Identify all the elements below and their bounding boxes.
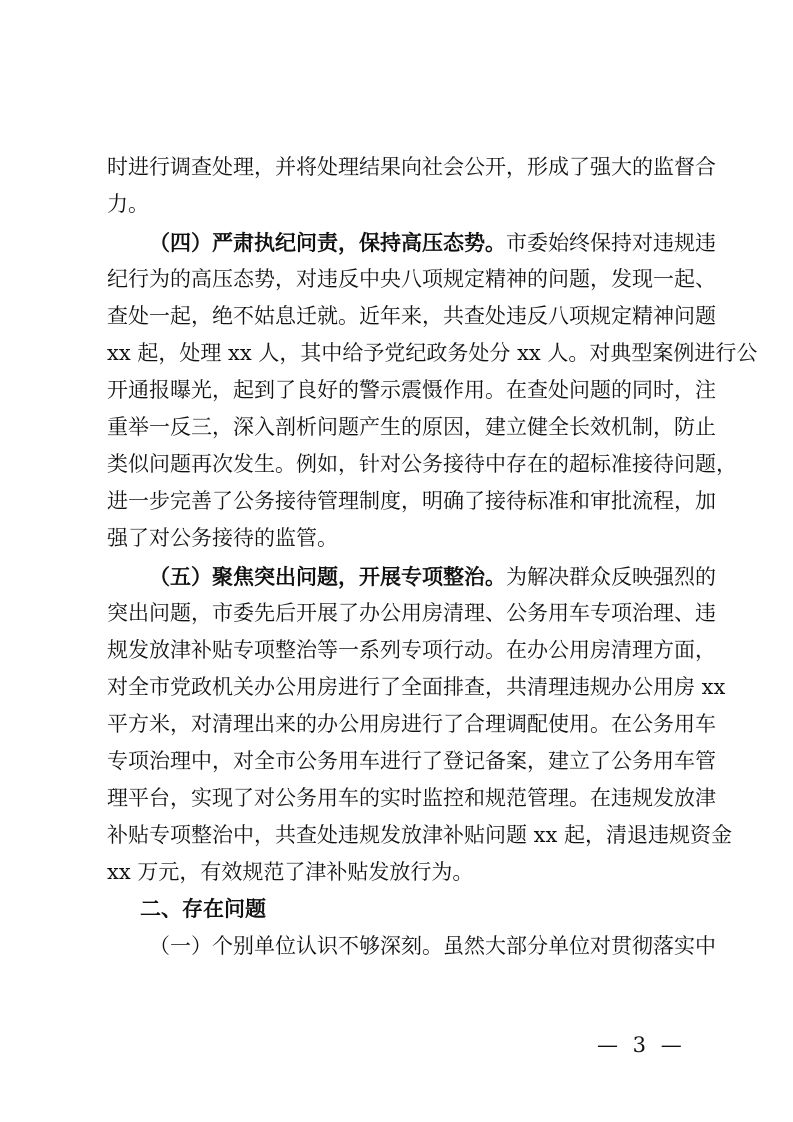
section-5-first-line bbox=[149, 558, 716, 595]
subsection-1-first-line bbox=[149, 928, 716, 965]
text-line: 类似问题再次发生。例如，针对公务接待中存在的超标准接待问题， bbox=[107, 452, 737, 476]
text-line: 力。 bbox=[107, 192, 149, 216]
text-line: xx 起，处理 xx 人，其中给予党纪政务处分 xx 人。对典型案例进行公 bbox=[107, 341, 758, 365]
text-line: 纪行为的高压态势，对违反中央八项规定精神的问题，发现一起、 bbox=[107, 267, 716, 291]
text-line: 突出问题，市委先后开展了办公用房清理、公务用车专项治理、违 bbox=[107, 601, 716, 625]
section-4-first-line bbox=[149, 224, 716, 261]
text-span: 市委始终保持对违规违 bbox=[506, 231, 716, 255]
text-line: 专项治理中，对全市公务用车进行了登记备案，建立了公务用车管 bbox=[107, 749, 716, 773]
text-line: 进一步完善了公务接待管理制度，明确了接待标准和审批流程，加 bbox=[107, 489, 716, 513]
section-heading: 二、存在问题 bbox=[140, 897, 266, 921]
text-line: 理平台，实现了对公务用车的实时监控和规范管理。在违规发放津 bbox=[107, 786, 716, 810]
page-number: — 3 — bbox=[597, 1033, 686, 1057]
text-line: 平方米，对清理出来的办公用房进行了合理调配使用。在公务用车 bbox=[107, 712, 716, 736]
section-5-title: （五）聚焦突出问题，开展专项整治。 bbox=[149, 564, 506, 589]
section-4-title: （四）严肃执纪问责，保持高压态势。 bbox=[149, 230, 506, 255]
subsection-1-title: （一）个别单位认识不够深刻。 bbox=[149, 934, 443, 958]
text-line: 开通报曝光，起到了良好的警示震慑作用。在查处问题的同时，注 bbox=[107, 378, 716, 402]
text-line: 时进行调查处理，并将处理结果向社会公开，形成了强大的监督合 bbox=[107, 155, 716, 179]
text-line: xx 万元，有效规范了津补贴发放行为。 bbox=[107, 860, 474, 884]
text-span: 为解决群众反映强烈的 bbox=[506, 565, 716, 589]
text-line: 查处一起，绝不姑息迁就。近年来，共查处违反八项规定精神问题 bbox=[107, 304, 716, 328]
text-line: 强了对公务接待的监管。 bbox=[107, 526, 338, 550]
text-line: 补贴专项整治中，共查处违规发放津补贴问题 xx 起，清退违规资金 bbox=[107, 823, 733, 847]
text-line: 重举一反三，深入剖析问题产生的原因，建立健全长效机制，防止 bbox=[107, 415, 716, 439]
text-line: 规发放津补贴专项整治等一系列专项行动。在办公用房清理方面， bbox=[107, 638, 716, 662]
text-line: 对全市党政机关办公用房进行了全面排查，共清理违规办公用房 xx bbox=[107, 675, 726, 699]
text-span: 虽然大部分单位对贯彻落实中 bbox=[443, 934, 716, 958]
